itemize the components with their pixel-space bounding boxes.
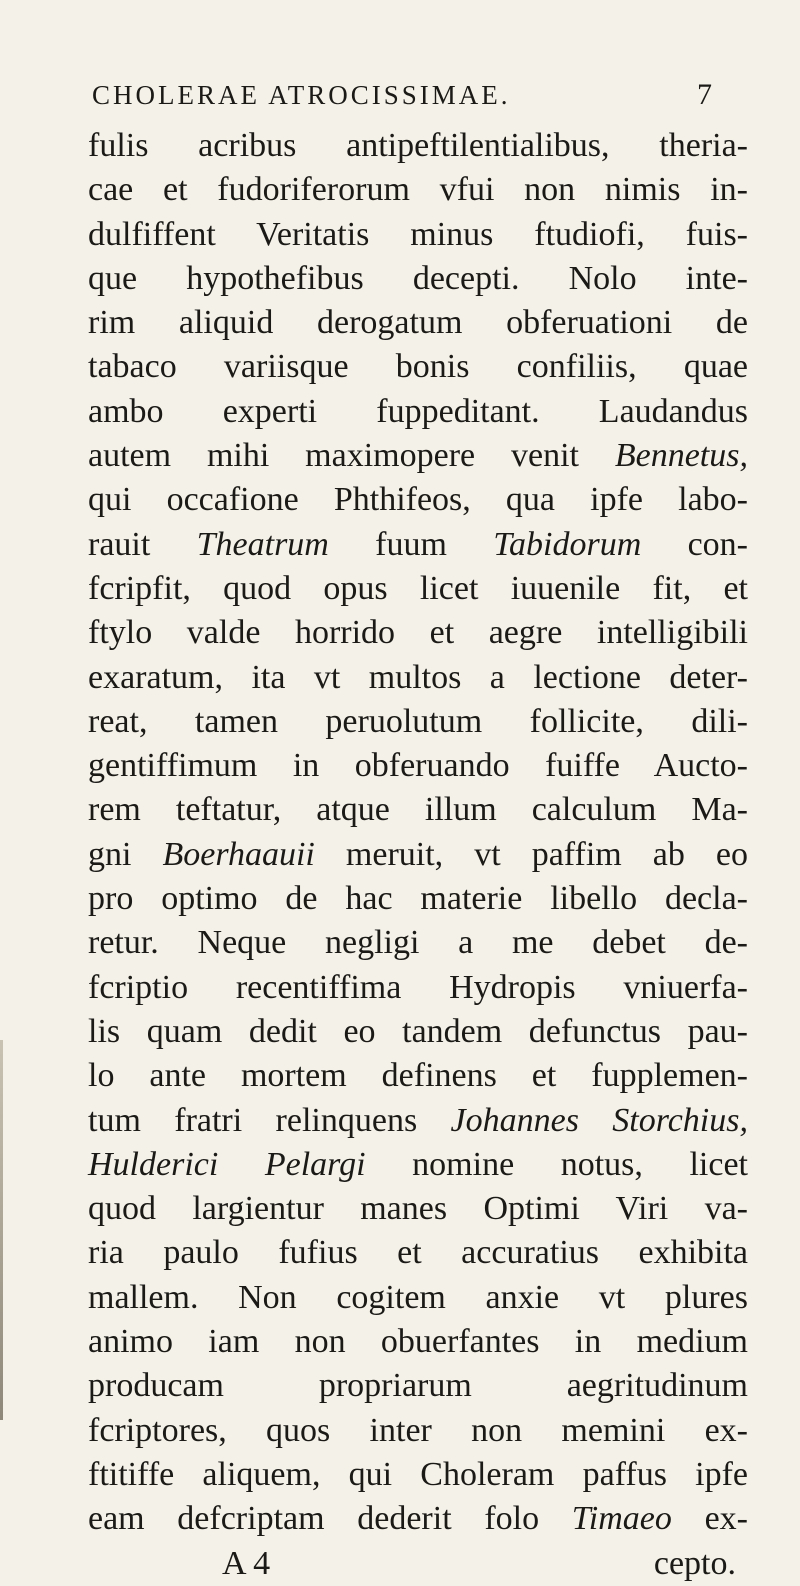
text-line: lo ante mortem definens et fupplemen- — [88, 1057, 748, 1095]
text-line: lis quam dedit eo tandem defunctus pau- — [88, 1012, 748, 1050]
signature-mark: A 4 — [222, 1544, 271, 1582]
text-line: fcriptio recentiffima Hydropis vniuerfa- — [88, 968, 748, 1006]
text-line: tabaco variisque bonis confiliis, quae — [88, 348, 748, 386]
text-line: ria paulo fufius et accuratius exhibita — [88, 1234, 748, 1272]
name-storchius: Johannes Storchius, — [450, 1101, 748, 1139]
name-hulderici-pelargi: Hulderici Pelargi — [88, 1145, 366, 1183]
text-line: mallem. Non cogitem anxie vt plures — [88, 1278, 748, 1316]
text-line — [88, 1143, 748, 1187]
name-bennetus: Bennetus, — [614, 437, 748, 475]
text-line: pro optimo de hac materie libello decla- — [88, 880, 748, 918]
text-line — [88, 1497, 748, 1541]
running-head — [92, 78, 712, 112]
text-line: rim aliquid derogatum obferuationi de — [88, 304, 748, 342]
line-text: gni — [88, 835, 163, 873]
line-text: tum fratri relinquens — [88, 1101, 451, 1139]
text-line: ftitiffe aliquem, qui Choleram paffus ipfe — [88, 1455, 748, 1493]
title-theatrum: Theatrum — [196, 525, 329, 563]
page-edge-shadow — [0, 1040, 3, 1420]
line-text: con- — [641, 525, 748, 563]
text-line: exaratum, ita vt multos a lectione deter- — [88, 658, 748, 696]
text-line: producam propriarum aegritudinum — [88, 1367, 748, 1405]
text-line: fcripfit, quod opus licet iuuenile fit, et — [88, 569, 748, 607]
text-line: cae et fudoriferorum vfui non nimis in- — [88, 171, 748, 209]
running-head-title: CHOLERAE ATROCISSIMAE. — [92, 80, 511, 110]
body-text — [88, 124, 748, 1586]
line-text: fuum — [328, 525, 494, 563]
text-line: ambo experti fuppeditant. Laudandus — [88, 392, 748, 430]
line-text: rauit — [88, 525, 197, 563]
text-line — [88, 523, 748, 567]
line-text: eam defcriptam dederit folo — [88, 1500, 572, 1538]
text-line — [88, 833, 748, 877]
text-line: reat, tamen peruolutum follicite, dili- — [88, 702, 748, 740]
text-line — [88, 434, 748, 478]
text-line: gentiffimum in obferuando fuiffe Aucto- — [88, 747, 748, 785]
line-text: autem mihi maximopere venit — [88, 437, 615, 475]
text-line: qui occafione Phthifeos, qua ipfe labo- — [88, 481, 748, 519]
catchword: cepto. — [653, 1544, 736, 1582]
text-line: fcriptores, quos inter non memini ex- — [88, 1411, 748, 1449]
text-line: ftylo valde horrido et aegre intelligibili — [88, 614, 748, 652]
text-line: dulfiffent Veritatis minus ftudiofi, fuis- — [88, 215, 748, 253]
line-text: ex- — [671, 1500, 748, 1538]
line-text: nomine notus, licet — [365, 1145, 749, 1183]
text-line: rem teftatur, atque illum calculum Ma- — [88, 791, 748, 829]
name-boerhaauii: Boerhaauii — [162, 835, 315, 873]
text-line: animo iam non obuerfantes in medium — [88, 1323, 748, 1361]
page-number: 7 — [697, 78, 712, 111]
text-line: quod largientur manes Optimi Viri va- — [88, 1190, 748, 1228]
name-timaeo: Timaeo — [571, 1500, 672, 1538]
title-tabidorum: Tabidorum — [493, 525, 642, 563]
text-line: fulis acribus antipeftilentialibus, theria- — [88, 127, 748, 164]
text-line: retur. Neque negligi a me debet de- — [88, 924, 748, 962]
text-line: que hypothefibus decepti. Nolo inte- — [88, 259, 748, 297]
line-text: meruit, vt paffim ab eo — [314, 835, 748, 873]
signature-line — [88, 1542, 748, 1586]
text-line — [88, 1099, 748, 1143]
